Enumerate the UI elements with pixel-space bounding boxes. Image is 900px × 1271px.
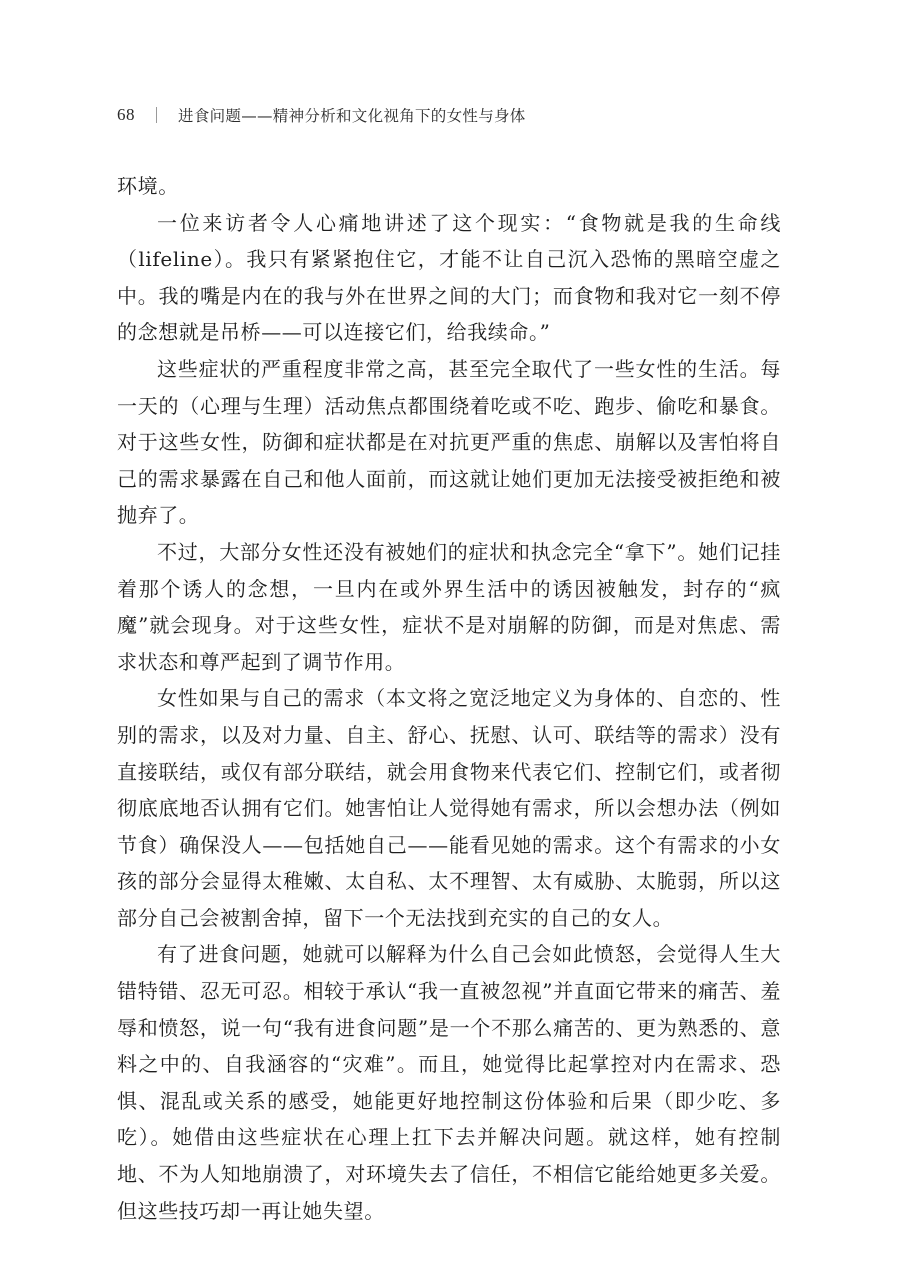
book-title: 进食问题——精神分析和文化视角下的女性与身体 — [178, 107, 526, 125]
paragraph-4: 不过，大部分女性还没有被她们的症状和执念完全“拿下”。她们记挂着那个诱人的念想，一旦内在或外界生活中的诱因被触发，封存的“疯魔”就会现身。对于这些女性，症状不是对崩解的防御，而是对焦虑、需求状态和尊严起到了调节作用。 — [117, 539, 781, 674]
paragraph-2: 一位来访者令人心痛地讲述了这个现实：“食物就是我的生命线（lifeline）。我只有紧紧抱住它，才能不让自己沉入恐怖的黑暗空虚之中。我的嘴是内在的我与外在世界之间的大门；而食物和我对它一刻不停的念想就是吊桥——可以连接它们，给我续命。” — [117, 210, 781, 345]
page-number: 68 — [117, 105, 135, 124]
paragraph-3: 这些症状的严重程度非常之高，甚至完全取代了一些女性的生活。每一天的（心理与生理）活动焦点都围绕着吃或不吃、跑步、偷吃和暴食。对于这些女性，防御和症状都是在对抗更严重的焦虑、崩解以及害怕将自己的需求暴露在自己和他人面前，而这就让她们更加无法接受被拒绝和被抛弃了。 — [117, 356, 781, 528]
running-header — [117, 101, 526, 129]
header-divider — [156, 107, 157, 123]
body-text — [117, 168, 781, 1229]
paragraph-6: 有了进食问题，她就可以解释为什么自己会如此愤怒，会觉得人生大错特错、忍无可忍。相较于承认“我一直被忽视”并直面它带来的痛苦、羞辱和愤怒，说一句“我有进食问题”是一个不那么痛苦的、更为熟悉的、意料之中的、自我涵容的“灾难”。而且，她觉得比起掌控对内在需求、恐惧、混乱或关系的感受，她能更好地控制这份体验和后果（即少吃、多吃）。她借由这些症状在心理上扛下去并解决问题。就这样，她有控制地、不为人知地崩溃了，对环境失去了信任，不相信它能给她更多关爱。但这些技巧却一再让她失望。 — [117, 942, 781, 1223]
paragraph-1: 环境。 — [117, 174, 179, 198]
paragraph-5: 女性如果与自己的需求（本文将之宽泛地定义为身体的、自恋的、性别的需求，以及对力量、自主、舒心、抚慰、认可、联结等的需求）没有直接联结，或仅有部分联结，就会用食物来代表它们、控制它们，或者彻彻底底地否认拥有它们。她害怕让人觉得她有需求，所以会想办法（例如节食）确保没人——包括她自己——能看见她的需求。这个有需求的小女孩的部分会显得太稚嫩、太自私、太不理智、太有威胁、太脆弱，所以这部分自己会被割舍掉，留下一个无法找到充实的自己的女人。 — [117, 686, 781, 930]
